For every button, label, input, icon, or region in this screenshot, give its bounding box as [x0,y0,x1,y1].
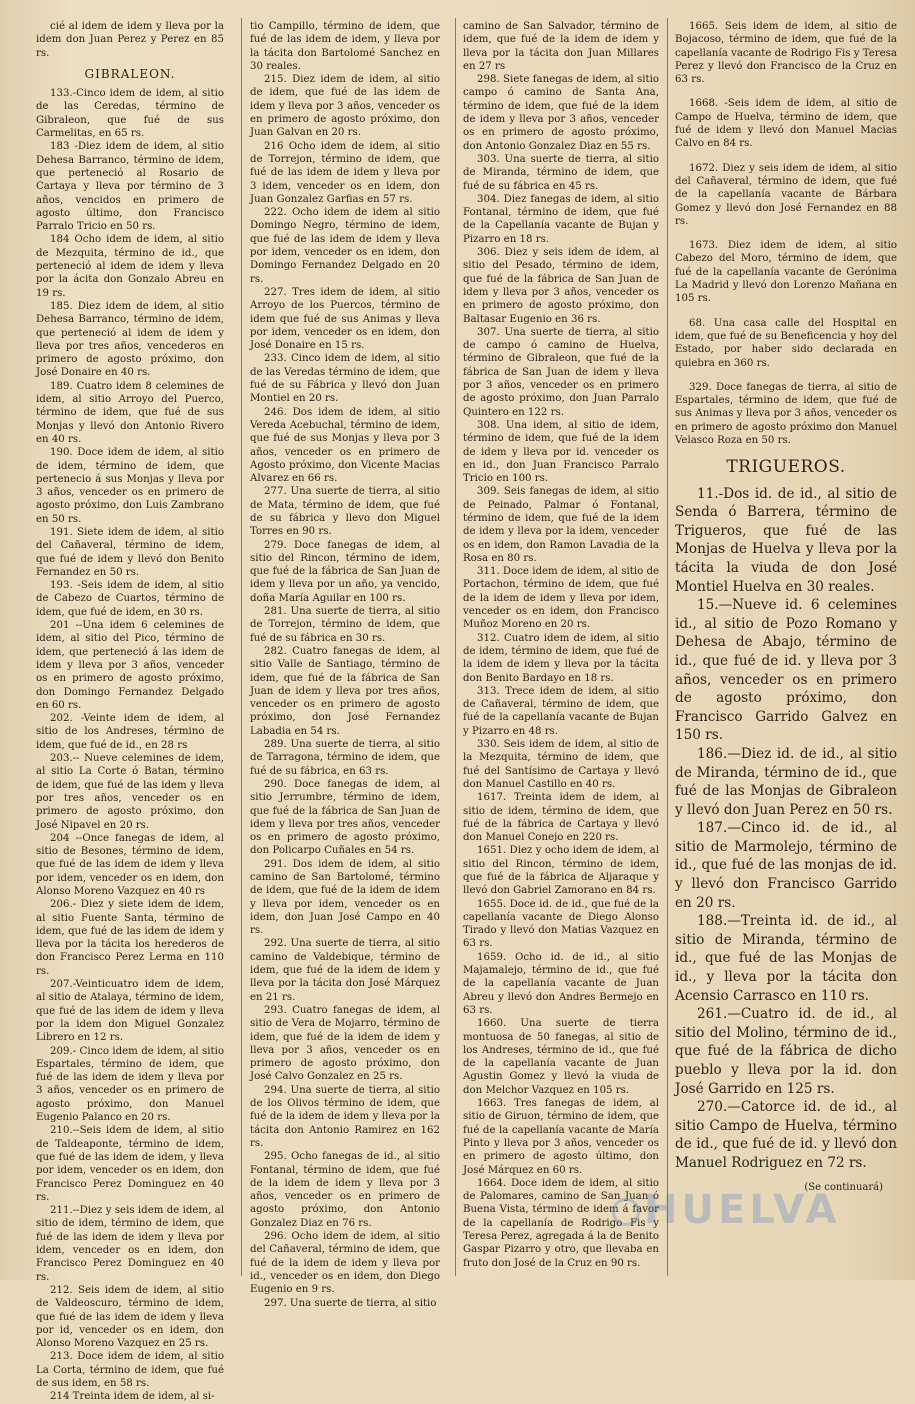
listing-entry: 1668. -Seis idem de idem, al sitio de Campo de Huelva, término de idem, que fué de idem y llevó don Manuel Macias Calvo en 84 rs. [675,98,897,150]
listing-entry: 281. Una suerte de tierra, al sitio de Torrejon, término de idem, que fué de su fábrica en 30 rs. [250,606,440,644]
listing-entry: 290. Doce fanegas de idem, al sitio Jerrumbre, término de idem, que fué de la fábrica de San Juan de idem y lleva por tres años, venceder os en primero de agosto próximo, don Policarpo Cuñales en 54 rs. [250,778,440,857]
listing-entry: 206.- Diez y siete idem de idem, al sitio Fuente Santa, término de idem, que fué de las idem de idem y lleva por la tácita los herederos de don Francisco Perez Lerma en 110 rs. [36,899,224,977]
listing-entry: 211.--Diez y seis idem de idem, al sitio de idem, término de idem, que fué de las idem de idem y lleva por idem, venceder os en idem, don Francisco Perez Dominguez en 40 rs. [36,1205,224,1283]
listing-entry: 216 Ocho idem de idem, al sitio de Torrejon, término de idem, que fué de las idem de idem y lleva por 3 idem, venceder os en idem, don Juan Gonzalez Garfias en 57 rs. [250,140,440,205]
listing-entry: 1651. Diez y ocho idem de idem, al sitio del Rincon, término de idem, que fué de la fábrica de Aljaraque y llevó don Gabriel Zamorano en 84 rs. [463,845,659,897]
listing-entry: 291. Dos idem de idem, al sitio camino de San Bartolomé, término de idem, que fué de la idem de idem y lleva por idem, venceder os en idem, don Juan José Campo en 40 rs. [250,858,440,937]
listing-entry: 295. Ocho fanegas de id., al sitio Fontanal, término de idem, que fué de la idem de idem y lleva por 3 años, venceder os en primero de agosto próximo, don Antonio Gonzalez Diaz en 76 rs. [250,1151,440,1229]
listing-entry: 298. Siete fanegas de idem, al sitio campo ó camino de Santa Ana, término de idem, que fué de la idem de idem y lleva por 3 años, venceder os en primero de agosto próximo, don Antonio Gonzalez Diaz en 55 rs. [463,74,659,152]
listing-entry: 191. Siete idem de idem, al sitio del Cañaveral, término de idem, que fué de idem y llevó don Benito Fernandez en 50 rs. [36,526,224,578]
listing-entry: 189. Cuatro idem 8 celemines de idem, al sitio Arroyo del Puerco, término de idem, que fué de sus Monjas y llevó don Antonio Rivero en 40 rs. [36,380,224,445]
listing-entry: 1663. Tres fanegas de idem, al sitio de Giruon, término de idem, que fué de la capellanía vacante de María Pinto y lleva por 3 años, venceder os en primero de agosto último, don José Márquez en 60 rs. [463,1098,659,1176]
watermark-text: HUELVA [644,1187,841,1233]
listing-entry: 209.- Cinco idem de idem, al sitio Espartales, término de idem, que fué de las idem de idem y lleva por 3 años, venceder os en primero de agosto próximo, don Manuel Eugenio Palanco en 20 rs. [36,1045,224,1124]
listing-entry: 203.-- Nueve celemines de idem, al sitio La Corte ó Batan, término de idem, que fué de las idem y lleva por tres años, venceder os en primero de agosto próximo, don José Nipavel en 20 rs. [36,753,224,831]
listing-entry: 222. Ocho idem de idem al sitio Domingo Negro, término de idem, que fué de las idem de idem y lleva por idem, venceder os en idem, don Domingo Fernandez Delgado en 20 rs. [250,207,440,285]
listing-entry: 307. Una suerte de tierra, al sitio de campo ó camino de Huelva, término de Gibraleon, que fué de la fábrica de San Juan de idem y lleva por 3 años, venceder os en primero de agosto próximo, don Juan Parralo Quintero en 122 rs. [463,326,659,418]
listing-entry: 296. Ocho idem de idem, al sitio del Cañaveral, término de idem, que fué de la idem de idem y lleva por id., venceder os en idem, don Diego Eugenio en 9 rs. [250,1231,440,1296]
listing-entry-continuation: tio Campillo, término de idem, que fué de las idem de idem, y lleva por la tácita don Bartolomé Sanchez en 30 reales. [250,21,440,72]
listing-entry: 312. Cuatro idem de idem, al sitio de idem, término de idem, que fué de la idem de idem y lleva por la tácita don Benito Bardayo en 18 rs. [463,632,659,684]
column-4 [675,20,897,1276]
listing-entry: 261.—Cuatro id. de id., al sitio del Molino, término de id., que fué de la fábrica de dicho pueblo y lleva por la id. don José Garrido en 125 rs. [675,1006,897,1097]
listing-entry: 1665. Seis idem de idem, al sitio de Bojacoso, término de idem, que fué de la capellanía vacante de Rodrigo Fis y Teresa Perez y llevó don Francisco de la Cruz en 63 rs. [675,21,897,86]
listing-entry: 133.-Cinco idem de idem, al sitio de las Ceredas, término de Gibraleon, que fué de sus Carmelitas, en 65 rs. [36,88,224,140]
listing-entry: 183 -Diez idem de idem, al sitio Dehesa Barranco, término de idem, que perteneció al Rosario de Cartaya y lleva por término de 3 años, vencidos en primero de agosto último, don Francisco Parralo Tricio en 50 rs. [36,141,224,233]
listing-entry: 1660. Una suerte de tierra montuosa de 50 fanegas, al sitio de los Andreses, término de id., que fué de la capellanía vacante de Juan Agustin Gomez y llevó la viuda de don Melchor Vazquez en 105 rs. [463,1018,659,1096]
listing-entry: 187.—Cinco id. de id., al sitio de Marmolejo, término de id., que fué de las monjas de id. y llevó don Francisco Garrido en 20 rs. [675,820,897,911]
column-rule [455,18,456,1276]
listing-entry: 330. Seis idem de idem, al sitio de la Mezquita, término de idem, que fué del Santísimo de Cartaya y llevó don Manuel Castillo en 40 rs. [463,739,659,790]
listing-entry: 306. Diez y seis idem de idem, al sitio del Pesado, término de idem, que fué de la fábrica de San Juan de idem y lleva por 3 años, venceder os en primero de agosto próximo, don Baltasar Eugenio en 36 rs. [463,247,659,325]
listing-entry: 214 Treinta idem de idem, al si- [50,1391,215,1403]
listing-entry: 212. Seis idem de idem, al sitio de Valdeoscuro, término de idem, que fué de las idem de idem y lleva por id, venceder os en idem, don Alonso Moreno Vazquez en 25 rs. [36,1284,224,1350]
listing-entry: 294. Una suerte de tierra, al sitio de los Olivos término de idem, que fué de la idem de idem y lleva por la tácita don Antonio Ramirez en 162 rs. [250,1084,440,1149]
listing-entry: 1617. Treinta idem de idem, al sitio de idem, término de idem, que fué de la fábrica de Cartaya y llevó don Manuel Conejo en 220 rs. [463,792,659,844]
listing-entry: 1659. Ocho id. de id., al sitio Majamalejo, término de id., que fué de la capellanía vacante de Juan Abreu y llevó don Andres Bermejo en 63 rs. [463,951,659,1016]
archive-watermark [612,1188,842,1232]
listing-entry: 68. Una casa calle del Hospital en idem, que fué de su Beneficencia y hoy del Estado, por haber sido declarada en quiebra en 360 rs. [675,317,897,369]
listing-entry: 190. Doce idem de idem, al sitio de idem, término de idem, que pertenecio á sus Monjas y lleva por 3 años, venceder os en primero de agosto próximo, don Luis Zambrano en 50 rs. [36,447,224,525]
column-rule [667,18,668,1276]
listing-entry: 313. Trece idem de idem, al sitio de Cañaveral, término de idem, que fué de la capellanía vacante de Bujan y Pizarro en 48 rs. [463,685,659,737]
listing-entry: 292. Una suerte de tierra, al sitio camino de Valdebique, término de idem, que fué de la idem de idem y lleva por la tácita don José Márquez en 21 rs. [250,938,440,1003]
column-rule [241,18,242,1276]
listing-entry: 215. Diez idem de idem, al sitio de idem, que fué de las idem de idem y lleva por 3 años, venceder os en primero de agosto próximo, don Juan Galvan en 20 rs. [250,74,440,139]
listing-entry: 11.-Dos id. de id., al sitio de Senda ó Barrera, término de Trigueros, que fué de las Monjas de Huelva y lleva por la tácita la viuda de don José Montiel Huelva en 30 reales. [675,485,897,595]
column-3 [463,20,659,1276]
column-2 [250,20,440,1309]
listing-entry: 270.—Catorce id. de id., al sitio Campo de Huelva, término de id., que fué de id. y llevó don Manuel Rodriguez en 72 rs. [675,1099,897,1171]
listing-entry: cié al idem de idem y lleva por la idem don Juan Perez y Perez en 85 rs. [36,21,224,59]
listing-entry: 202. -Veinte idem de idem, al sitio de los Andreses, término de idem, que fué de id., en 28 rs [36,713,224,751]
listing-entry: 293. Cuatro fanegas de idem, al sitio de Vera de Mojarro, término de idem, que fué de la idem de idem y lleva por 3 años, venceder os en primero de agosto próximo, don José Calvo Gonzalez en 25 rs. [250,1004,440,1083]
listing-entry: 184 Ocho idem de idem, al sitio de Mezquita, término de id., que perteneció al idem de idem y lleva por la ácita don Gonzalo Abreu en 19 rs. [36,234,224,299]
listing-entry: 1664. Doce idem de idem, al sitio de Palomares, camino de San Juan ó Buena Vista, término de idem á favor de la capellanía de Rodrigo Fis y Teresa Perez, agregada á la de Benito Gaspar Pizarro y otro, que llevaba en fruto don José de la Cruz en 90 rs. [463,1177,659,1269]
listing-entry: 289. Una suerte de tierra, al sitio de Tarragona, término de idem, que fué de su fábrica, en 63 rs. [250,739,440,777]
listing-entry: 186.—Diez id. de id., al sitio de Miranda, término de id., que fué de las Monjas de Gibraleon y llevó don Juan Perez en 50 rs. [675,745,897,818]
listing-entry: 311. Doce idem de idem, al sitio de Portachon, término de idem, que fué de la idem de idem y lleva por idem, venceder os en idem, don Francisco Muñoz Moreno en 20 rs. [463,566,659,631]
listing-entry: 207.-Veinticuatro idem de idem, al sitio de Atalaya, término de idem, que fué de las idem de idem y lleva por la idem don Miguel Gonzalez Librero en 12 rs. [36,979,224,1044]
listing-entry: 1672. Diez y seis idem de idem, al sitio del Cañaveral, término de idem, que fué de la capellanía vacante de Bárbara Gomez y llevó don José Fernandez en 88 rs. [675,162,897,227]
listing-entry: 279. Doce fanegas de idem, al sitio del Rincon, término de idem, que fué de la fábrica de San Juan de idem y lleva por un año, ya vencido, doña María Aguilar en 100 rs. [250,539,440,604]
listing-entry: 1673. Diez idem de idem, al sitio Cabezo del Moro, término de idem, que fué de la capellanía vacante de Gerónima La Madrid y llevó don Lorenzo Mañana en 105 rs. [675,240,897,305]
listing-entry: 193. -Seis idem de idem, al sitio de Cabezo de Cuartos, término de idem, que fué de idem, en 30 rs. [36,580,224,618]
listing-entry: 304. Diez fanegas de idem, al sitio Fontanal, término de idem, que fué de la Capellanía vacante de Bujan y Pizarro en 18 rs. [463,193,659,245]
listing-entry: 204 --Once fanegas de idem, al sitio de Besones, término de idem, que fué de las idem de idem y lleva por idem, venceder os en idem, don Alonso Moreno Vazquez en 40 rs [36,832,224,897]
listing-entry: 188.—Treinta id. de id., al sitio de Miranda, término de id., que fué de las Monjas de id., y lleva por la tácita don Acensio Carrasco en 110 rs. [675,913,897,1004]
listing-entry: 329. Doce fanegas de tierra, al sitio de Espartales, término de idem, que fué de sus Animas y lleva por 3 años, venceder os en primero de agosto próximo don Manuel Velasco Roza en 50 rs. [675,381,897,447]
listing-entry: 15.—Nueve id. 6 celemines id., al sitio de Pozo Romano y Dehesa de Abajo, término de id., que fué de id. y lleva por 3 años, venceder os en primero de agosto próximo, don Francisco Garrido Galvez en 150 rs. [675,597,897,744]
listing-entry: 233. Cinco idem de idem, al sitio de las Veredas término de idem, que fué de su Fábrica y llevó don Juan Montiel en 20 rs. [250,353,440,405]
watermark-seal-icon [612,1198,640,1226]
listing-entry: 227. Tres idem de idem, al sitio Arroyo de los Puercos, término de idem que fué de sus Animas y lleva por idem, venceder os en idem, don José Donaire en 15 rs. [250,286,440,352]
listing-entry: 213. Doce idem de idem, al sitio La Corta, término de idem, que fué de sus idem, en 58 rs. [36,1351,224,1389]
listing-entry: 303. Una suerte de tierra, al sitio de Miranda, término de idem, que fué de su fábrica en 45 rs. [463,153,659,192]
section-heading: GIBRALEON. [84,66,176,81]
listing-entry: 309. Seis fanegas de idem, al sitio de Peinado, Palmar ó Fontanal, término de idem, que fué de la idem de idem y lleva por la idem, venceder os en idem, don Ramon Lavadia de la Rosa en 80 rs. [463,486,659,564]
listing-entry: 185. Diez idem de idem, al sitio Dehesa Barranco, término de idem, que perteneció al idem de idem y lleva por tres años, vencederos en primero de agosto próximo, don José Donaire en 40 rs. [36,300,224,379]
listing-entry: 277. Una suerte de tierra, al sitio de Mata, término de idem, que fué de su fábrica y llevo don Miguel Torres en 90 rs. [250,486,440,538]
section-heading: TRIGUEROS. [726,457,846,478]
listing-entry: 308. Una idem, al sitio de idem, término de idem, que fué de la idem de idem y lleva por id. venceder os en id., don Juan Francisco Parralo Tricio en 100 rs. [463,419,659,485]
listing-entry: 201 --Una idem 6 celemines de idem, al sitio del Pico, término de idem, que perteneció á las idem de idem y lleva por 3 años, venceder os en primero de agosto próximo, don Domingo Fernandez Delgado en 60 rs. [36,620,224,711]
listing-entry: 210.--Seis idem de idem, al sitio de Taldeaponte, término de idem, que fué de las idem de idem, y lleva por idem, venceder os en idem, don Francisco Perez Dominguez en 40 rs. [36,1125,224,1203]
listing-entry: 1655. Doce id. de id., que fué de la capellanía vacante de Diego Alonso Tirado y llevó don Matias Vazquez en 63 rs. [463,898,659,950]
listing-entry: 297. Una suerte de tierra, al sitio [264,1297,437,1309]
listing-entry: 282. Cuatro fanegas de idem, al sitio Valle de Santiago, término de idem, que fué de la fábrica de San Juan de idem y lleva por tres años, venceder os en primero de agosto próximo, don José Fernandez Labadia en 54 rs. [250,645,440,737]
column-1 [36,20,224,1403]
continued-note: (Se continuará) [804,1181,883,1193]
listing-entry: 246. Dos idem de idem, al sitio Vereda Acebuchal, término de idem, que fué de sus Monjas y lleva por 3 años, venceder os en primero de Agosto próximo, don Vicente Macias Alvarez en 66 rs. [250,406,440,485]
listing-entry-continuation: camino de San Salvador, término de idem, que fué de la idem de idem y lleva por la tácita don Juan Millares en 27 rs [463,21,659,72]
